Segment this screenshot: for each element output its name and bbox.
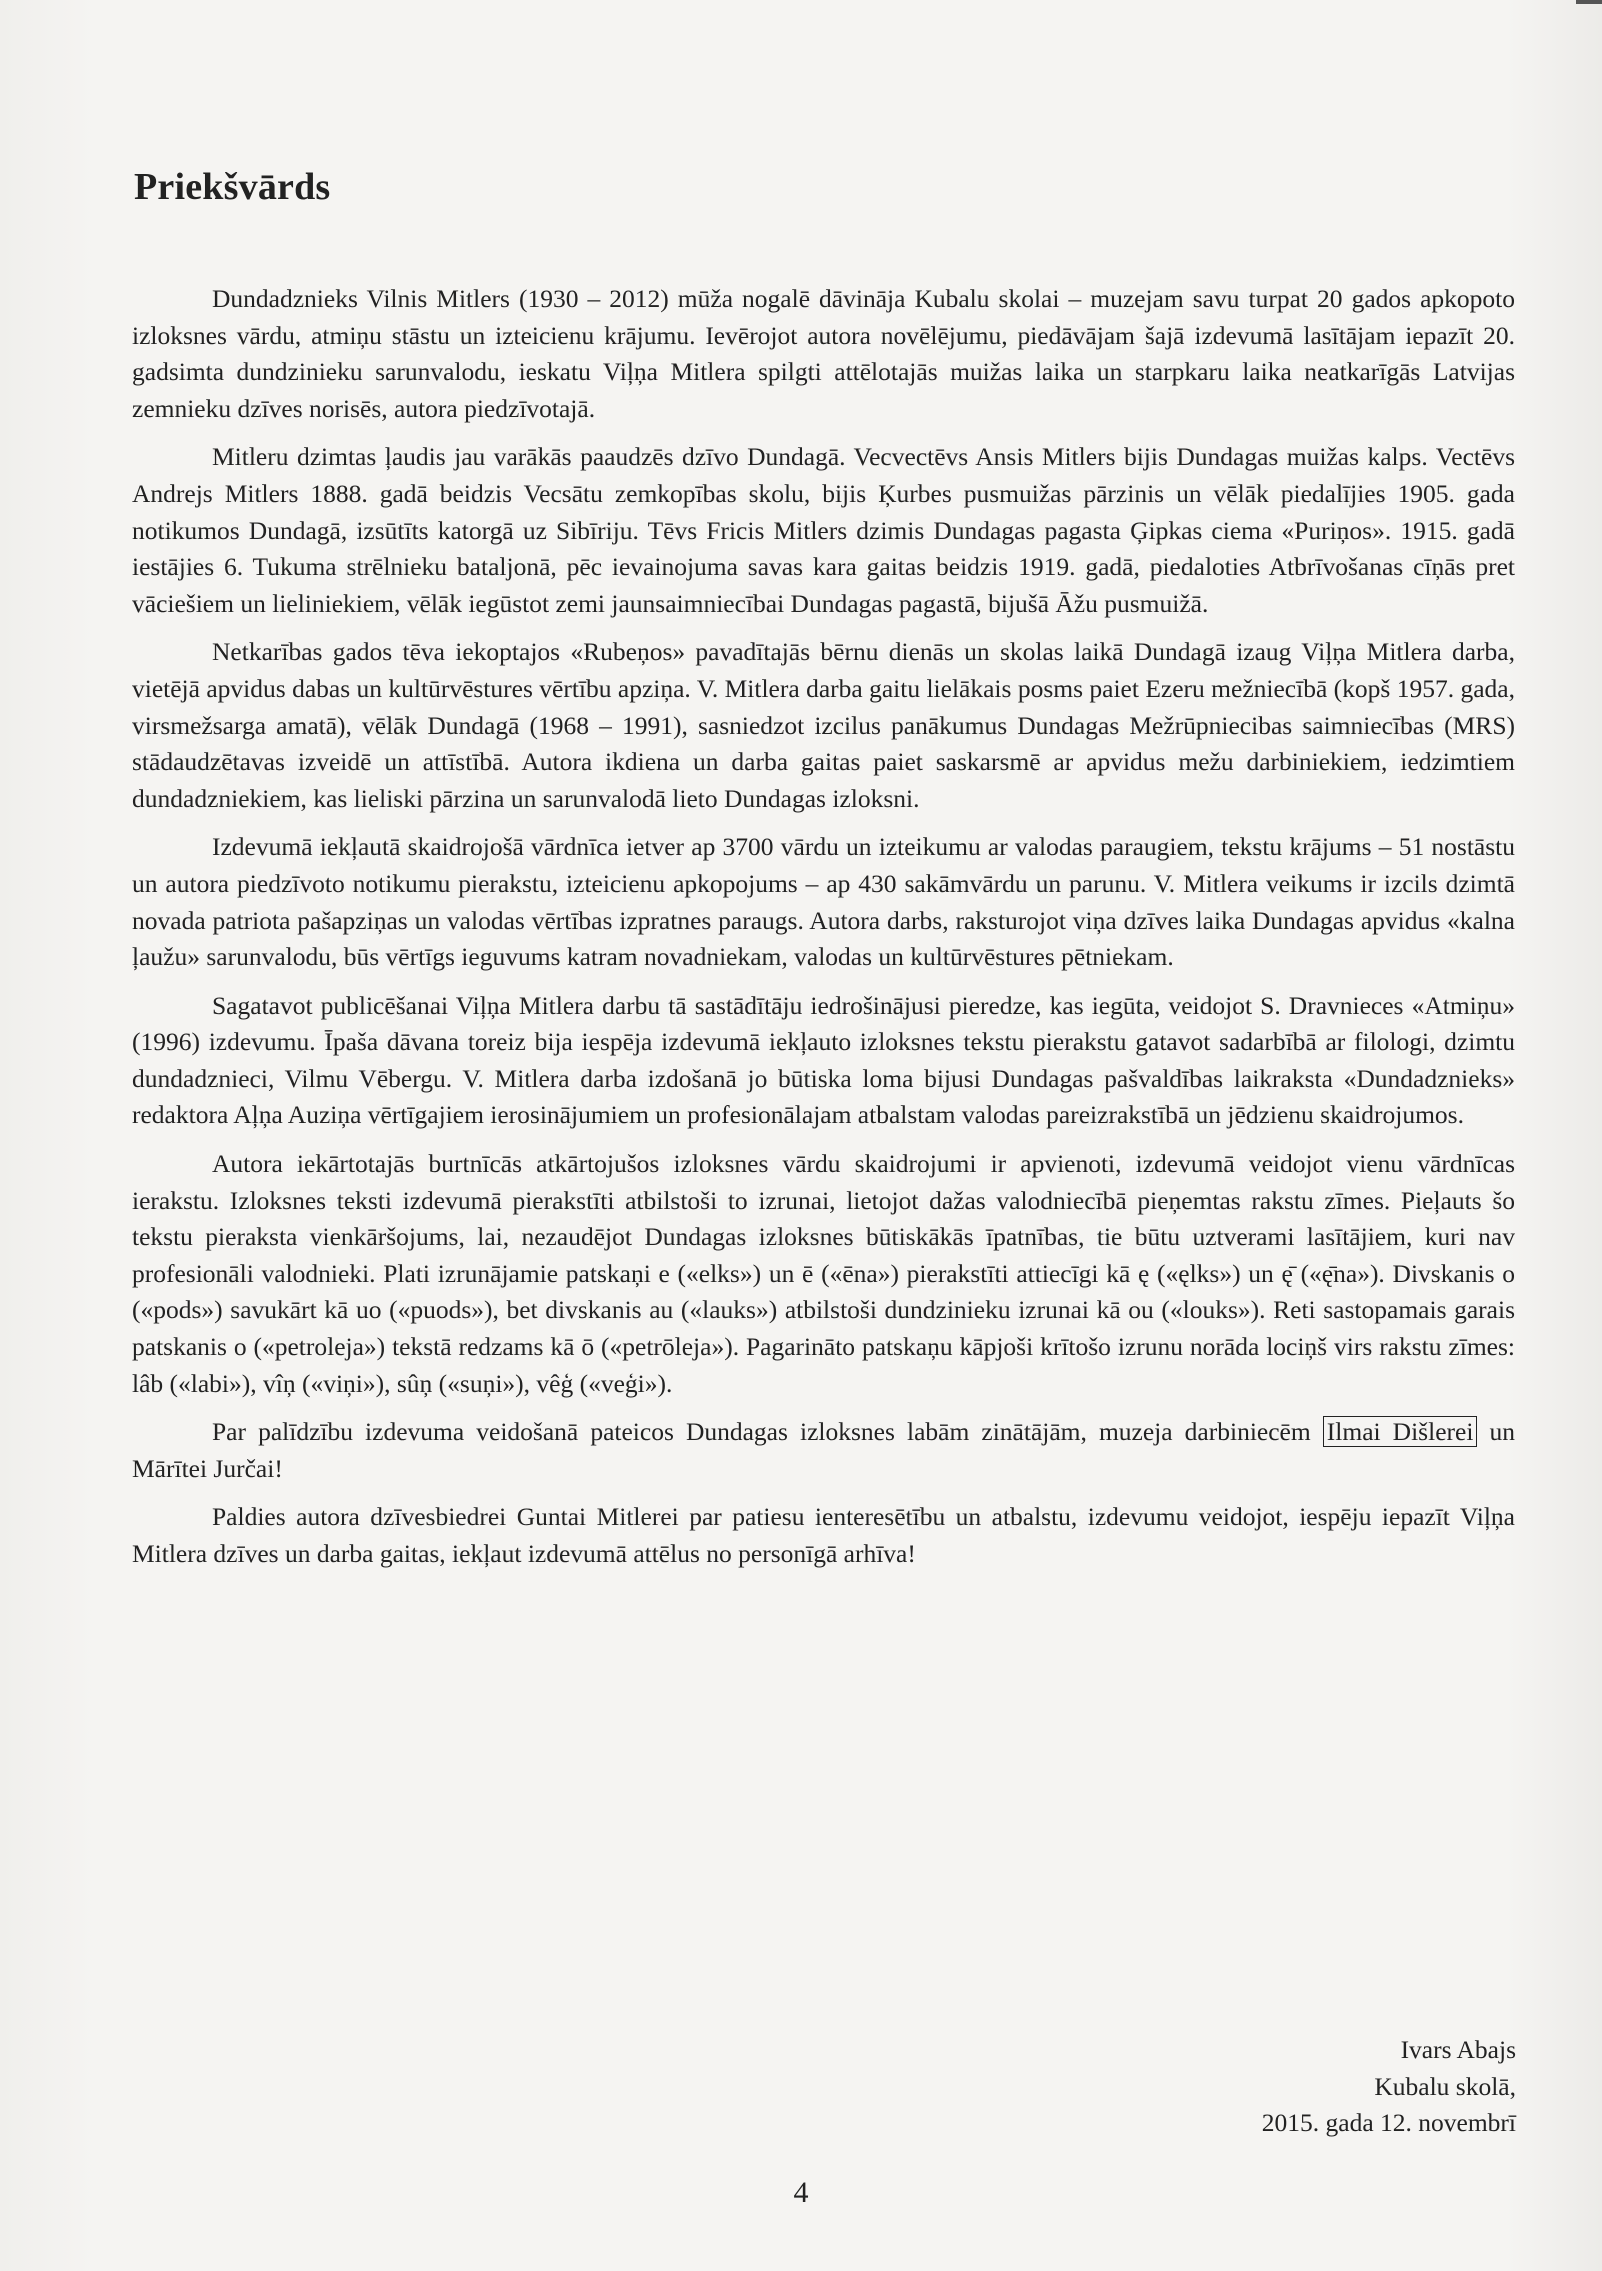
signature-date: 2015. gada 12. novembrī (1261, 2108, 1516, 2138)
scan-corner-mark (1576, 0, 1602, 4)
thanks-text-after: un Mārītei Jurčai! (132, 1417, 1515, 1483)
paragraph-6: Autora iekārtotajās burtnīcās atkārtojušos izloksnes vārdu skaidrojumi ir apvienoti, izdevumā veidojot vienu vārdnīcas ierakstu. Izloksnes teksti izdevumā pierakstīti atbilstoši to izrunai, lietojot dažas valodniecībā pieņemtas rakstu zīmes. Pieļauts šo tekstu pieraksta vienkāršojums, lai, nezaudējot Dundagas izloksnes būtiskākās īpatnības, tie būtu uztverami lasītājiem, kuri nav profesionāli valodnieki. Plati izrunājamie patskaņi e («elks») un ē («ēna») pierakstīti attiecīgi kā ę («ęlks») un ę̄ («ę̄na»). Divskanis o («pods») savukārt kā uo («puods»), bet divskanis au («lauks») atbilstoši dundzinieku izrunai kā ou («louks»). Reti sastopamais garais patskanis o («petroleja») tekstā redzams kā ō («petrōleja»). Pagarināto patskaņu kāpjoši krītošo izrunu norāda lociņš virs rakstu zīmes: lâb («labi»), vîņ («viņi»), sûņ («suņi»), vêģ («veģi»). (132, 1149, 1515, 1398)
boxed-name: Ilmai Dišlerei (1323, 1416, 1478, 1447)
paragraph-thanks (132, 1414, 1515, 1487)
paragraph-4: Izdevumā iekļautā skaidrojošā vārdnīca ietver ap 3700 vārdu un izteikumu ar valodas paraugiem, tekstu krājums – 51 nostāstu un autora piedzīvoto notikumu pierakstu, izteicienu apkopojums – ap 430 sakāmvārdu un parunu. V. Mitlera veikums ir izcils dzimtā novada patriota pašapziņas un valodas vērtības izpratnes paraugs. Autora darbs, raksturojot viņa dzīves laika Dundagas apvidus «kalna ļaužu» sarunvalodu, būs vērtīgs ieguvums katram novadniekam, valodas un kultūrvēstures pētniekam. (132, 832, 1515, 972)
page-title: Priekšvārds (134, 166, 331, 208)
paragraph-5: Sagatavot publicēšanai Viļņa Mitlera darbu tā sastādītāju iedrošinājusi pieredze, kas iegūta, veidojot S. Dravnieces «Atmiņu» (1996) izdevumu. Īpaša dāvana toreiz bija iespēja izdevumā iekļauto izloksnes tekstu pierakstu gatavot sadarbībā ar filologi, dzimtu dundadznieci, Vilmu Vēbergu. V. Mitlera darba izdošanā jo būtiska loma bijusi Dundagas pašvaldības laikraksta «Dundadznieks» redaktora Aļņa Auziņa vērtīgajiem ierosinājumiem un profesionālajam atbalstam valodas pareizrakstībā un jēdzienu skaidrojumos. (132, 990, 1515, 1130)
paragraph-2: Mitleru dzimtas ļaudis jau varākās paaudzēs dzīvo Dundagā. Vecvectēvs Ansis Mitlers bijis Dundagas muižas kalps. Vectēvs Andrejs Mitlers 1888. gadā beidzis Vecsātu zemkopības skolu, bijis Ķurbes pusmuižas pārzinis un vēlāk piedalījies 1905. gada notikumos Dundagā, izsūtīts katorgā uz Sibīriju. Tēvs Fricis Mitlers dzimis Dundagas pagasta Ģipkas ciema «Puriņos». 1915. gadā iestājies 6. Tukuma strēlnieku bataljonā, pēc ievainojuma savas kara gaitas beidzis 1919. gadā, piedaloties Atbrīvošanas cīņās pret vāciešiem un lieliniekiem, vēlāk iegūstot zemi jaunsaimniecībai Dundagas pagastā, bijušā Āžu pusmuižā. (132, 442, 1515, 618)
signature-block (1262, 2032, 1516, 2142)
signature-place: Kubalu skolā, (1374, 2071, 1516, 2101)
signature-name: Ivars Abajs (1400, 2035, 1516, 2064)
paragraph-1: Dundadznieks Vilnis Mitlers (1930 – 2012) mūža nogalē dāvināja Kubalu skolai – muzejam savu turpat 20 gados apkopoto izloksnes vārdu, atmiņu stāstu un izteicienu krājumu. Ievērojot autora novēlējumu, piedāvājam šajā izdevumā lasītājam iepazīt 20. gadsimta dundzinieku sarunvalodu, ieskatu Viļņa Mitlera spilgti attēlotajās muižas laika un starpkaru laika neatkarīgās Latvijas zemnieku dzīves norisēs, autora piedzīvotajā. (132, 284, 1515, 423)
paragraph-3: Netkarības gados tēva iekoptajos «Rubeņos» pavadītajās bērnu dienās un skolas laikā Dundagā izaug Viļņa Mitlera darba, vietējā apvidus dabas un kultūrvēstures vērtību apziņa. V. Mitlera darba gaitu lielākais posms paiet Ezeru mežniecībā (kopš 1957. gada, virsmežsarga amatā), vēlāk Dundagā (1968 – 1991), sasniedzot izcilus panākumus Dundagas Mežrūpniecibas saimniecības (MRS) stādaudzētavas izveidē un attīstībā. Autora ikdiena un darba gaitas paiet saskarsmē ar apvidus mežu darbiniekiem, iedzimtiem dundadzniekiem, kas lieliski pārzina un sarunvalodā lieto Dundagas izloksni. (132, 637, 1515, 813)
page-content (132, 165, 1515, 1585)
paragraph-final: Paldies autora dzīvesbiedrei Guntai Mitlerei par patiesu ienteresētību un atbalstu, izdevumu veidojot, iespēju iepazīt Viļņa Mitlera dzīves un darba gaitas, iekļaut izdevumā attēlus no personīgā arhīva! (132, 1502, 1515, 1568)
page-number: 4 (793, 2176, 809, 2209)
thanks-text-before: Par palīdzību izdevuma veidošanā pateicos Dundagas izloksnes labām zinātājām, muzeja darbiniecēm (212, 1417, 1323, 1447)
